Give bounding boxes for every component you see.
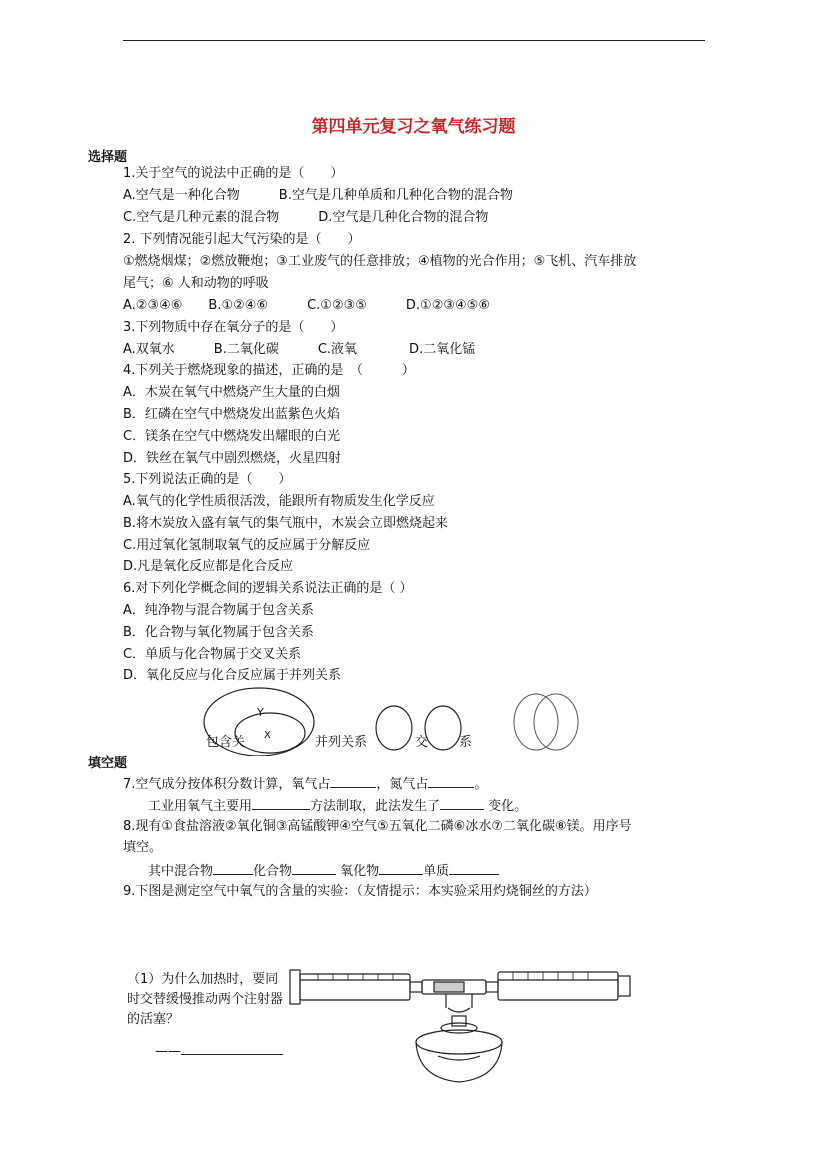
q8-line2: 填空。 — [123, 840, 163, 855]
q9-subquestion-1: （1）为什么加热时，要同时交替缓慢推动两个注射器的活塞？ — [127, 972, 284, 1027]
relation-diagram-shapes — [200, 686, 600, 756]
parallel-circle-left — [376, 706, 412, 750]
q7-text-change-end: 变化。 — [484, 799, 528, 814]
q8-line1: 8.现有①食盐溶液②氧化铜③高锰酸钾④空气⑤五氧化二磷⑥冰水⑦二氧化碳⑧镁。用序号 — [123, 819, 632, 834]
label-parallel: 并列关系 — [315, 735, 368, 750]
q9-answer-blank[interactable] — [181, 1042, 283, 1055]
q7-text-oxygen: 7.空气成分按体积分数计算，氧气占 — [123, 777, 331, 792]
q9-answer-dash: —— — [155, 1044, 181, 1059]
q8-mixture-blank[interactable] — [213, 862, 253, 875]
q7-change-blank[interactable] — [440, 797, 484, 810]
cross-circle-right — [534, 694, 578, 750]
q4-option-a: A．木炭在氧气中燃烧产生大量的白烟 — [123, 385, 340, 400]
q2-items-1: ①燃烧烟煤；②燃放鞭炮；③工业废气的任意排放；④植物的光合作用；⑤飞机、汽车排放 — [123, 254, 637, 269]
q9-answer-line — [155, 1042, 283, 1060]
q7-line2 — [148, 797, 527, 815]
q8-element-blank[interactable] — [449, 862, 499, 875]
q8-text-compound: 化合物 — [253, 864, 293, 879]
q3-options: A.双氧水 B.二氧化碳 C.液氧 D.二氧化锰 — [123, 342, 476, 357]
section-fill: 填空题 — [88, 756, 128, 771]
q5-option-b: B.将木炭放入盛有氧气的集气瓶中，木炭会立即燃烧起来 — [123, 516, 449, 531]
label-cross-b: 系 — [459, 735, 473, 750]
q5-option-a: A.氧气的化学性质很活泼，能跟所有物质发生化学反应 — [123, 494, 435, 509]
header-rule — [123, 40, 705, 41]
parallel-circle-right — [425, 706, 461, 750]
q1-stem: 1.关于空气的说法中正确的是（ ） — [123, 166, 344, 181]
q5-option-c: C.用过氧化氢制取氧气的反应属于分解反应 — [123, 538, 371, 553]
relation-diagram — [200, 686, 600, 756]
q7-line1 — [123, 775, 487, 793]
q8-compound-blank[interactable] — [292, 862, 336, 875]
q4-option-c: C．镁条在空气中燃烧发出耀眼的白光 — [123, 429, 341, 444]
left-syringe — [290, 970, 422, 1004]
q4-option-d: D．铁丝在氧气中剧烈燃烧，火星四射 — [123, 451, 342, 466]
q4-option-b: B．红磷在空气中燃烧发出蓝紫色火焰 — [123, 407, 340, 422]
label-cross-a: 交 — [415, 735, 429, 750]
section-choice: 选择题 — [88, 150, 128, 165]
alcohol-lamp — [416, 994, 502, 1082]
glass-tube — [422, 980, 486, 994]
q2-options: A.②③④⑥ B.①②④⑥ C.①②③⑤ D.①②③④⑤⑥ — [123, 298, 490, 313]
q7-oxygen-blank[interactable] — [330, 775, 376, 788]
q8-line3 — [148, 862, 499, 880]
cross-circle-left — [514, 694, 558, 750]
q1-options-ab: A.空气是一种化合物 B.空气是几种单质和几种化合物的混合物 — [123, 188, 513, 203]
q9-stem: 9.下图是测定空气中氧气的含量的实验：（友情提示：本实验采用灼烧铜丝的方法） — [123, 884, 597, 899]
q2-stem: 2. 下列情况能引起大气污染的是（ ） — [123, 232, 361, 247]
q6-option-b: B．化合物与氧化物属于包含关系 — [123, 625, 314, 640]
page-title: 第四单元复习之氧气练习题 — [311, 117, 516, 137]
q6-option-a: A．纯净物与混合物属于包含关系 — [123, 603, 314, 618]
q7-nitrogen-blank[interactable] — [428, 775, 474, 788]
q1-options-cd: C.空气是几种元素的混合物 D.空气是几种化合物的混合物 — [123, 210, 489, 225]
q7-text-method: 工业用氧气主要用 — [148, 799, 253, 814]
label-inner-x: X — [264, 730, 271, 741]
q7-method-blank[interactable] — [252, 797, 310, 810]
q8-oxide-blank[interactable] — [379, 862, 423, 875]
q6-stem: 6.对下列化学概念间的逻辑关系说法正确的是（ ） — [123, 581, 413, 596]
q6-option-c: C．单质与化合物属于交叉关系 — [123, 647, 302, 662]
q7-text-nitrogen: ，氮气占 — [376, 777, 429, 792]
q5-stem: 5.下列说法正确的是（ ） — [123, 472, 292, 487]
q3-stem: 3.下列物质中存在氧分子的是（ ） — [123, 320, 344, 335]
q2-items-2: 尾气；⑥ 人和动物的呼吸 — [123, 276, 269, 291]
label-contain: 包含关 — [206, 735, 246, 750]
q6-option-d: D．氧化反应与化合反应属于并列关系 — [123, 668, 342, 683]
q4-stem: 4.下列关于燃烧现象的描述，正确的是 （ ） — [123, 363, 415, 378]
q8-text-mixture: 其中混合物 — [148, 864, 214, 879]
q7-text-end: 。 — [474, 777, 488, 792]
q8-text-element: 单质 — [423, 864, 450, 879]
syringe-apparatus-illustration — [288, 958, 638, 1086]
q5-option-d: D.凡是氧化反应都是化合反应 — [123, 559, 294, 574]
label-outer-y: Y — [257, 706, 264, 719]
q8-text-oxide: 氧化物 — [336, 864, 380, 879]
q7-text-change: 方法制取，此法发生了 — [310, 799, 441, 814]
